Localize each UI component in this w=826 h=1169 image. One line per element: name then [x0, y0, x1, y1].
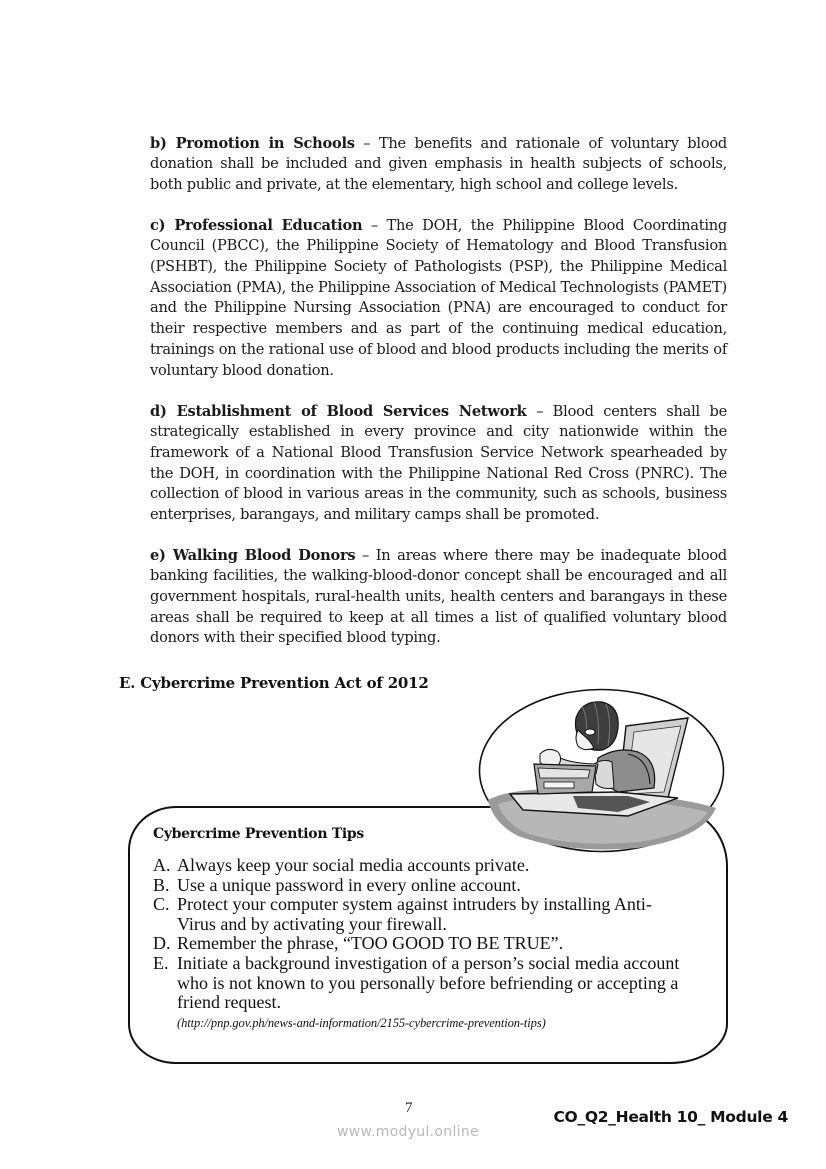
tip-text: Initiate a background investigation of a person’s social media account who is not known to you personally before befriending or accepting a friend request. — [177, 952, 680, 1013]
tip-item — [153, 954, 713, 1013]
tip-marker: C. — [153, 894, 170, 915]
masked-hacker-reaching-from-laptop-icon — [478, 688, 725, 853]
watermark: www.modyul.online — [337, 1124, 479, 1140]
tip-marker: B. — [153, 874, 170, 895]
page-number: 7 — [405, 1100, 413, 1116]
paragraph-body: – Blood centers shall be strategically established in every province and city nationwide within the framework of a National Blood Transfusion Service Network spearheaded by the DOH, in coordination with the Philippine National Red Cross (PNRC). The collection of blood in various areas in the community, such as schools, business enterprises, barangays, and military camps shall be promoted. — [150, 402, 727, 524]
tip-marker: A. — [153, 855, 171, 875]
paragraph-body: – The DOH, the Philippine Blood Coordinating Council (PBCC), the Philippine Society of Hematology and Blood Transfusion (PSHBT), the Philippine Society of Pathologists (PSP), the Philippine Medical Association (PMA), the Philippine Association of Medical Technologists (PAMET) and the Philippine Nursing Association (PNA) are encouraged to conduct for their respective members and as part of the continuing medical education, trainings on the rational use of blood and blood products including the merits of voluntary blood donation. — [150, 216, 727, 379]
paragraph-lead: c) Professional Education — [150, 216, 363, 234]
paragraph-body: – The benefits and rationale of voluntary blood donation shall be included and given emphasis in health subjects of schools, both public and private, at the elementary, high school and college levels. — [150, 134, 727, 193]
section-heading: E. Cybercrime Prevention Act of 2012 — [119, 674, 429, 692]
paragraph-lead: e) Walking Blood Donors — [150, 546, 356, 564]
tip-text: Always keep your social media accounts private. — [177, 855, 530, 875]
tips-box-title: Cybercrime Prevention Tips — [153, 826, 364, 842]
tip-text: Remember the phrase, “TOO GOOD TO BE TRUE”. — [177, 933, 564, 954]
tip-item — [153, 895, 713, 934]
paragraph-lead: d) Establishment of Blood Services Network — [150, 402, 527, 420]
tips-source-link[interactable]: (http://pnp.gov.ph/news-and-information/2155-cybercrime-prevention-tips) — [177, 1016, 546, 1030]
tips-list — [153, 856, 713, 1013]
paragraph-professional-education — [150, 216, 727, 382]
tip-marker: E. — [153, 952, 169, 973]
tip-text: Use a unique password in every online account. — [177, 874, 521, 895]
tip-item — [153, 934, 713, 954]
tip-text: Protect your computer system against intruders by installing Anti-Virus and by activating your firewall. — [177, 894, 652, 934]
paragraph-blood-services-network — [150, 402, 727, 526]
tip-item — [153, 876, 713, 896]
paragraph-walking-blood-donors — [150, 546, 727, 650]
module-label: CO_Q2_Health 10_ Module 4 — [553, 1108, 788, 1126]
paragraph-promotion-in-schools — [150, 134, 727, 196]
paragraph-lead: b) Promotion in Schools — [150, 134, 355, 152]
tip-marker: D. — [153, 933, 171, 954]
paragraph-body: – In areas where there may be inadequate blood banking facilities, the walking-blood-donor concept shall be encouraged and all government hospitals, rural-health units, health centers and barangays in these areas shall be required to keep at all times a list of qualified voluntary blood donors with their specified blood typing. — [150, 546, 727, 647]
tip-item — [153, 856, 713, 876]
